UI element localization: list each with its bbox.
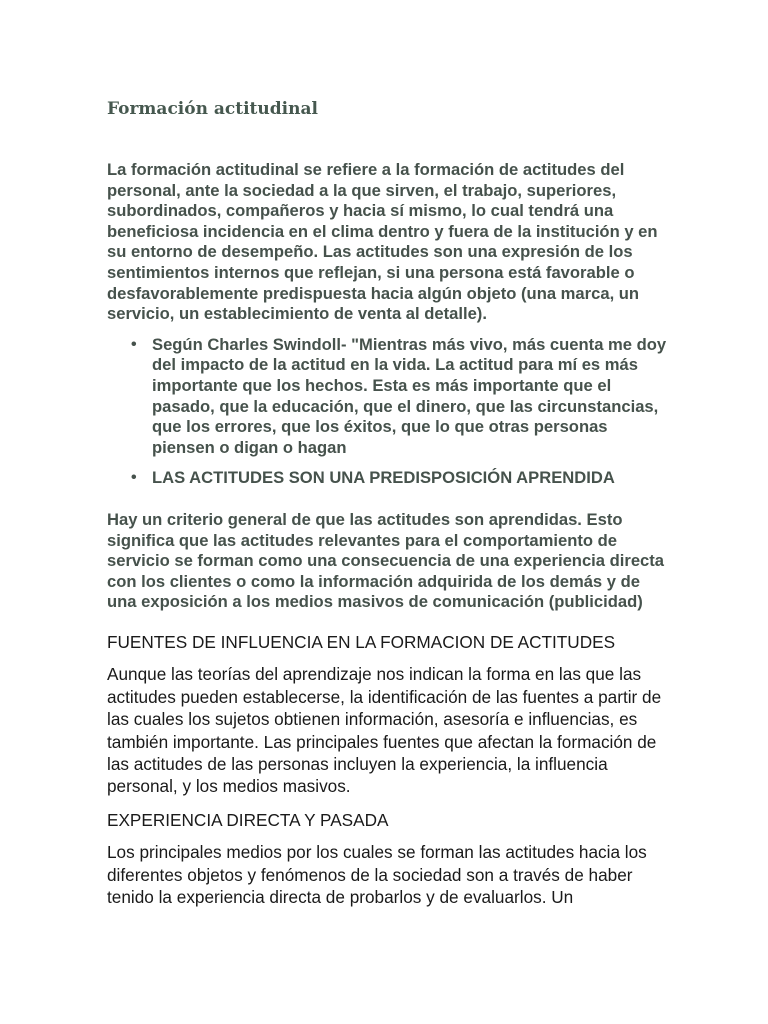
- fuentes-paragraph: Aunque las teorías del aprendizaje nos indican la forma en las que las actitudes pueden establecerse, la identificación de las fuentes a partir de las cuales los sujetos obtienen información, asesoría e influencias, es también importante. Las principales fuentes que afectan la formación de las actitudes de las personas incluyen la experiencia, la influencia personal, y los medios masivos.: [107, 664, 662, 797]
- bullet-icon: •: [131, 335, 137, 353]
- bullet-icon: •: [131, 469, 137, 487]
- section-heading-fuentes: FUENTES DE INFLUENCIA EN LA FORMACION DE ACTITUDES: [107, 631, 616, 652]
- list-item: [107, 335, 667, 459]
- section-heading-experiencia: EXPERIENCIA DIRECTA Y PASADA: [107, 809, 389, 830]
- bullet-text-swindoll: Según Charles Swindoll- "Mientras más vivo, más cuenta me doy del impacto de la actitud en la vida. La actitud para mí es más importante que los hechos. Esta es más importante que el pasado, que la educación, que el dinero, que las circunstancias, que los errores, que los éxitos, que lo que otras personas piensen o digan o hagan: [152, 334, 667, 457]
- bullet-text-predisposicion: LAS ACTITUDES SON UNA PREDISPOSICIÓN APRENDIDA: [152, 468, 615, 488]
- list-item: [107, 468, 667, 489]
- experiencia-paragraph: Los principales medios por los cuales se forman las actitudes hacia los diferentes objetos y fenómenos de la sociedad son a través de haber tenido la experiencia directa de probarlos y de evaluarlos. Un: [107, 842, 647, 907]
- intro-paragraph: La formación actitudinal se refiere a la formación de actitudes del personal, ante la sociedad a la que sirven, el trabajo, superiores, subordinados, compañeros y hacia sí mismo, lo cual tendrá una beneficiosa incidencia en el clima dentro y fuera de la institución y en su entorno de desempeño. Las actitudes son una expresión de los sentimientos internos que reflejan, si una persona está favorable o desfavorablemente predispuesta hacia algún objeto (una marca, un servicio, un establecimiento de venta al detalle).: [107, 160, 658, 324]
- bullet-list: [107, 335, 667, 489]
- page-title: Formación actitudinal: [107, 99, 318, 119]
- criterio-paragraph: Hay un criterio general de que las actitudes son aprendidas. Esto significa que las actitudes relevantes para el comportamiento de servicio se forman como una consecuencia de una experiencia directa con los clientes o como la información adquirida de los demás y de una exposición a los medios masivos de comunicación (publicidad): [107, 509, 665, 612]
- document-page: [107, 96, 667, 908]
